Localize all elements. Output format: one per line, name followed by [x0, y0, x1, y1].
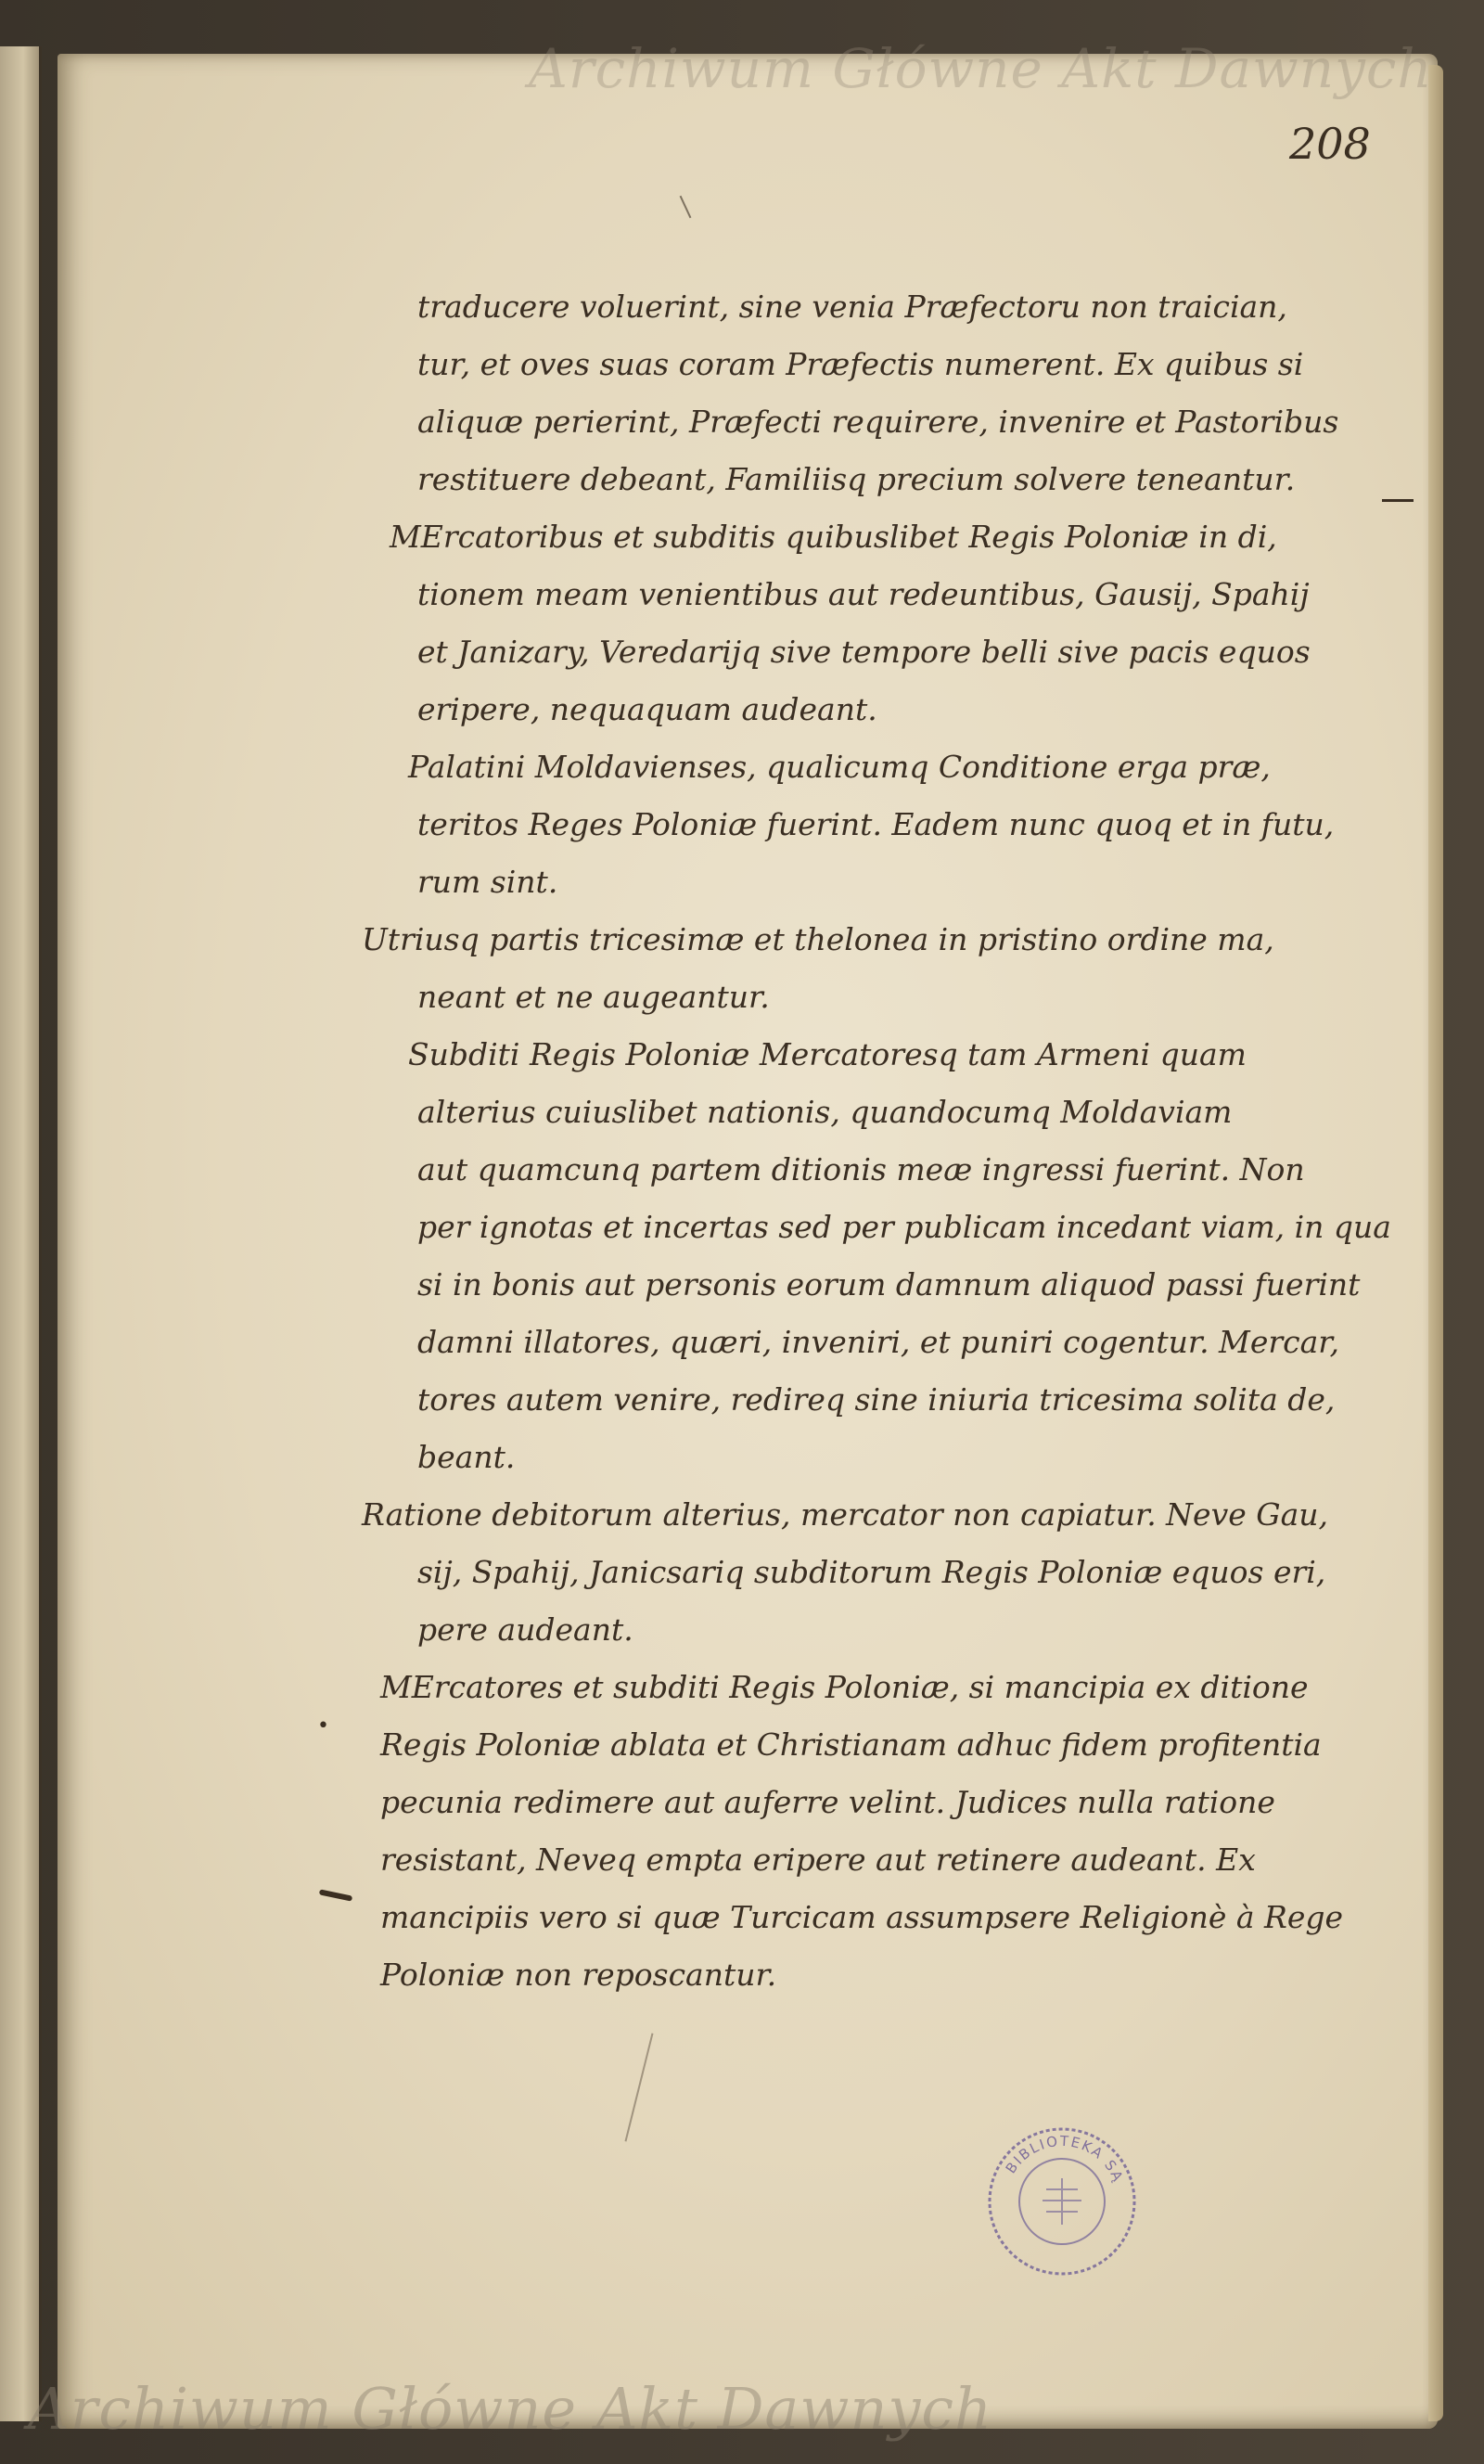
text-line-19: damni illatores, quæri, inveniri, et puniri cogentur. Mercar,: [417, 1324, 1339, 1360]
folio-number: 208: [1289, 119, 1371, 169]
watermark-bottom: Archiwum Główne Akt Dawnych: [28, 2375, 993, 2443]
text-line-24: pere audeant.: [417, 1611, 633, 1648]
text-line-28: resistant, Neveq empta eripere aut retinere audeant. Ex: [380, 1842, 1256, 1878]
text-line-22: Ratione debitorum alterius, mercator non capiatur. Neve Gau,: [362, 1496, 1329, 1533]
text-line-16: aut quamcunq partem ditionis meæ ingressi fuerint. Non: [417, 1151, 1305, 1187]
text-line-17: per ignotas et incertas sed per publicam incedant viam, in qua: [417, 1209, 1391, 1245]
text-line-1: traducere voluerint, sine venia Præfectoru non traician,: [417, 289, 1287, 325]
text-line-9: Palatini Moldavienses, qualicumq Conditione erga præ,: [408, 749, 1271, 785]
text-line-14: Subditi Regis Poloniæ Mercatoresq tam Armeni quam: [408, 1036, 1247, 1072]
page-fore-edge: [1428, 65, 1443, 2421]
text-line-8: eripere, nequaquam audeant.: [417, 691, 877, 727]
library-stamp-icon: [983, 2123, 1141, 2280]
text-line-20: tores autem venire, redireq sine iniuria tricesima solita de,: [417, 1381, 1336, 1418]
text-line-13: neant et ne augeantur.: [417, 979, 770, 1015]
text-line-30: Poloniæ non reposcantur.: [380, 1957, 777, 1993]
text-line-4: restituere debeant, Familiisq precium solvere teneantur.: [417, 461, 1296, 497]
stamp-text: BIBLIOTEKA SĄ: [1002, 2132, 1127, 2186]
text-line-12: Utriusq partis tricesimæ et thelonea in pristino ordine ma,: [362, 921, 1274, 957]
text-line-10: teritos Reges Poloniæ fuerint. Eadem nunc quoq et in futu,: [417, 806, 1335, 842]
text-line-21: beant.: [417, 1439, 516, 1475]
margin-bullet-mark: •: [317, 1714, 329, 1738]
text-line-18: si in bonis aut personis eorum damnum aliquod passi fuerint: [417, 1266, 1361, 1303]
text-line-11: rum sint.: [417, 864, 558, 900]
text-line-27: pecunia redimere aut auferre velint. Judices nulla ratione: [380, 1784, 1275, 1820]
text-line-15: alterius cuiuslibet nationis, quandocumq Moldaviam: [417, 1094, 1233, 1130]
text-line-5: MErcatoribus et subditis quibuslibet Regis Poloniæ in di,: [390, 519, 1277, 555]
text-line-3: aliquæ perierint, Præfecti requirere, invenire et Pastoribus: [417, 404, 1339, 440]
margin-dash-mark: [1382, 499, 1414, 502]
left-page-edge: [0, 46, 42, 2421]
text-line-26: Regis Poloniæ ablata et Christianam adhuc fidem profitentia: [380, 1726, 1322, 1763]
text-line-23: sij, Spahij, Janicsariq subditorum Regis Poloniæ equos eri,: [417, 1554, 1326, 1590]
text-line-6: tionem meam venientibus aut redeuntibus, Gausij, Spahij: [417, 576, 1310, 612]
manuscript-text: [352, 278, 1391, 2004]
text-line-7: et Janizary, Veredarijq sive tempore belli sive pacis equos: [417, 634, 1311, 670]
watermark-top: Archiwum Główne Akt Dawnych: [529, 37, 1433, 100]
text-line-29: mancipiis vero si quæ Turcicam assumpsere Religionè à Rege: [380, 1899, 1344, 1935]
text-line-25: MErcatores et subditi Regis Poloniæ, si mancipia ex ditione: [380, 1669, 1309, 1705]
text-line-2: tur, et oves suas coram Præfectis numerent. Ex quibus si: [417, 346, 1304, 382]
